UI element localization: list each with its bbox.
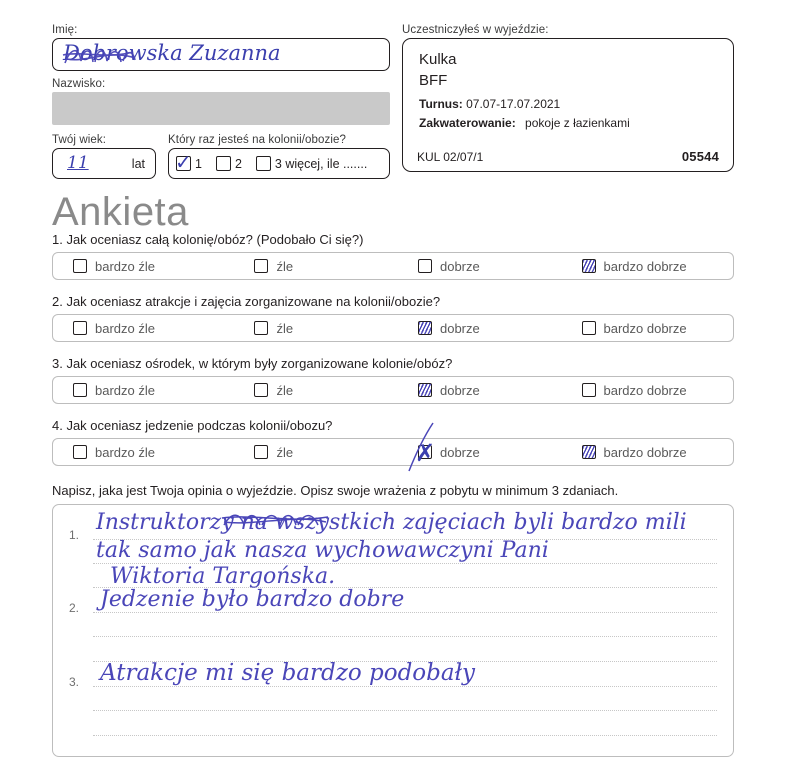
q4-option-1-label: źle (276, 444, 294, 460)
times-group (168, 134, 390, 179)
checkbox-q2-2[interactable] (418, 321, 432, 335)
trip-footer (417, 149, 719, 164)
trip-accommodation-value: pokoje z łazienkami (525, 116, 630, 130)
q3-option-2[interactable] (398, 383, 562, 398)
trip-name: Kulka (419, 51, 457, 68)
age-label: Twój wiek: (52, 134, 107, 146)
age-field[interactable] (52, 148, 156, 179)
opinion-box[interactable] (52, 504, 734, 757)
checkbox-times-1[interactable] (175, 150, 192, 174)
first-name-field[interactable] (52, 38, 390, 71)
q4-option-3[interactable] (562, 445, 734, 460)
age-handwriting: 11 (67, 152, 89, 173)
trip-accommodation-label: Zakwaterowanie: (419, 116, 516, 130)
times-option-3-label: 3 więcej, ile ....... (274, 156, 368, 171)
opinion-rule (93, 686, 717, 687)
participated-label: Uczestniczyłeś w wyjeździe: (402, 24, 549, 36)
question-2-text: 2. Jak oceniasz atrakcje i zajęcia zorganizowane na kolonii/obozie? (52, 294, 441, 309)
question-2-answers (52, 314, 734, 342)
q1-option-0-label: bardzo źle (95, 258, 155, 274)
question-1-answers (52, 252, 734, 280)
opinion-rule (93, 612, 717, 613)
opinion-rule (93, 563, 717, 564)
times-option-1-label: 1 (195, 156, 202, 171)
trip-turnus-value: 07.07-17.07.2021 (466, 97, 561, 111)
trip-code: KUL 02/07/1 (417, 150, 484, 164)
checkbox-filled-mark (583, 260, 595, 272)
q2-option-1[interactable] (234, 321, 398, 336)
question-4 (52, 418, 734, 466)
opinion-rule (93, 539, 717, 540)
question-1 (52, 232, 734, 280)
first-name-label: Imię: (52, 24, 78, 36)
q4-option-1[interactable] (234, 445, 398, 460)
times-options (168, 148, 390, 179)
question-3-text: 3. Jak oceniasz ośrodek, w którym były zorganizowane kolonie/obóz? (52, 356, 453, 371)
checkbox-q2-3[interactable] (582, 321, 596, 335)
opinion-handwriting-line-1: Instruktorzy na wszystkich zajęciach byli bardzo mili (96, 510, 687, 535)
q1-option-2-label: dobrze (439, 258, 480, 274)
checkbox-q4-2[interactable] (414, 439, 436, 467)
q4-option-0-label: bardzo źle (95, 444, 155, 460)
checkbox-filled-mark (583, 446, 595, 458)
checkbox-times-3[interactable] (256, 156, 271, 171)
page-title: Ankieta (52, 190, 189, 234)
q4-option-2-label: dobrze (439, 444, 480, 460)
opinion-rule (93, 636, 717, 637)
q3-option-1-label: źle (276, 382, 294, 398)
personal-details-section (52, 24, 390, 179)
question-3-answers (52, 376, 734, 404)
times-option-3[interactable] (256, 156, 367, 171)
age-unit-label: lat (131, 156, 145, 171)
question-2 (52, 294, 734, 342)
checkbox-filled-mark (419, 384, 431, 396)
question-4-text: 4. Jak oceniasz jedzenie podczas kolonii/obozu? (52, 418, 333, 433)
checkbox-q3-2[interactable] (418, 383, 432, 397)
trip-accommodation (419, 116, 719, 130)
q1-option-0[interactable] (53, 259, 234, 274)
trip-info-box (402, 38, 734, 172)
times-label: Który raz jesteś na kolonii/obozie? (168, 134, 347, 146)
opinion-prompt: Napisz, jaka jest Twoja opinia o wyjeździe. Opisz swoje wrażenia z pobytu w minimum 3 zdaniach. (52, 483, 619, 498)
q4-option-2[interactable] (398, 439, 562, 467)
checkbox-q4-1[interactable] (254, 445, 268, 459)
q2-option-1-label: źle (276, 320, 294, 336)
q2-option-2-label: dobrze (439, 320, 480, 336)
checkbox-q4-0[interactable] (73, 445, 87, 459)
q3-option-0-label: bardzo źle (95, 382, 155, 398)
q3-option-2-label: dobrze (439, 382, 480, 398)
q3-option-0[interactable] (53, 383, 234, 398)
q1-option-1[interactable] (234, 259, 398, 274)
q2-option-0-label: bardzo źle (95, 320, 155, 336)
opinion-handwriting-line-3: Wiktoria Targońska. (110, 564, 336, 589)
age-group (52, 134, 156, 179)
checkbox-q1-0[interactable] (73, 259, 87, 273)
q1-option-3-label: bardzo dobrze (603, 258, 687, 274)
checkbox-filled-mark (419, 322, 431, 334)
checkbox-q2-0[interactable] (73, 321, 87, 335)
checkbox-q4-3[interactable] (582, 445, 596, 459)
checkbox-q2-1[interactable] (254, 321, 268, 335)
opinion-rule (93, 661, 717, 662)
opinion-handwriting-line-4: Jedzenie było bardzo dobre (100, 587, 405, 612)
trip-details-section (402, 24, 734, 172)
opinion-rule (93, 735, 717, 736)
opinion-rule (93, 587, 717, 588)
q3-option-1[interactable] (234, 383, 398, 398)
first-name-handwriting: Dobrowska Zuzanna (63, 41, 281, 65)
last-name-field-redacted[interactable] (52, 92, 390, 125)
q1-option-2[interactable] (398, 259, 562, 274)
q1-option-1-label: źle (276, 258, 294, 274)
checkbox-q1-2[interactable] (418, 259, 432, 273)
q3-option-3[interactable] (562, 383, 734, 398)
cross-out-icon: ✗ (414, 439, 436, 467)
opinion-handwriting-line-5: Atrakcje mi się bardzo podobały (100, 660, 476, 686)
q2-option-3[interactable] (562, 321, 734, 336)
trip-turnus (419, 97, 719, 111)
checkbox-q3-1[interactable] (254, 383, 268, 397)
q4-option-3-label: bardzo dobrze (603, 444, 687, 460)
trip-number: 05544 (681, 149, 719, 164)
question-4-answers (52, 438, 734, 466)
trip-subname: BFF (419, 72, 448, 89)
q1-option-3[interactable] (562, 259, 734, 274)
times-option-1[interactable] (175, 150, 202, 174)
times-option-2-label: 2 (234, 156, 242, 171)
q2-option-2[interactable] (398, 321, 562, 336)
checkbox-q1-3[interactable] (582, 259, 596, 273)
q2-option-3-label: bardzo dobrze (603, 320, 687, 336)
question-1-text: 1. Jak oceniasz całą kolonię/obóz? (Podobało Ci się?) (52, 232, 364, 247)
q3-option-3-label: bardzo dobrze (603, 382, 687, 398)
checkbox-q1-1[interactable] (254, 259, 268, 273)
question-3 (52, 356, 734, 404)
name-scribble (61, 43, 139, 69)
trip-turnus-label: Turnus: (419, 97, 463, 111)
checkbox-q3-3[interactable] (582, 383, 596, 397)
q2-option-0[interactable] (53, 321, 234, 336)
opinion-rule (93, 710, 717, 711)
q4-option-0[interactable] (53, 445, 234, 460)
checkbox-times-2[interactable] (216, 156, 231, 171)
checkbox-q3-0[interactable] (73, 383, 87, 397)
opinion-number-1: 1. (69, 528, 80, 542)
last-name-label: Nazwisko: (52, 78, 106, 90)
opinion-number-2: 2. (69, 601, 80, 615)
opinion-handwriting-line-2: tak samo jak nasza wychowawczyni Pani (96, 538, 549, 563)
opinion-number-3: 3. (69, 675, 80, 689)
check-icon: ✓ (175, 150, 192, 174)
times-option-2[interactable] (216, 156, 242, 171)
